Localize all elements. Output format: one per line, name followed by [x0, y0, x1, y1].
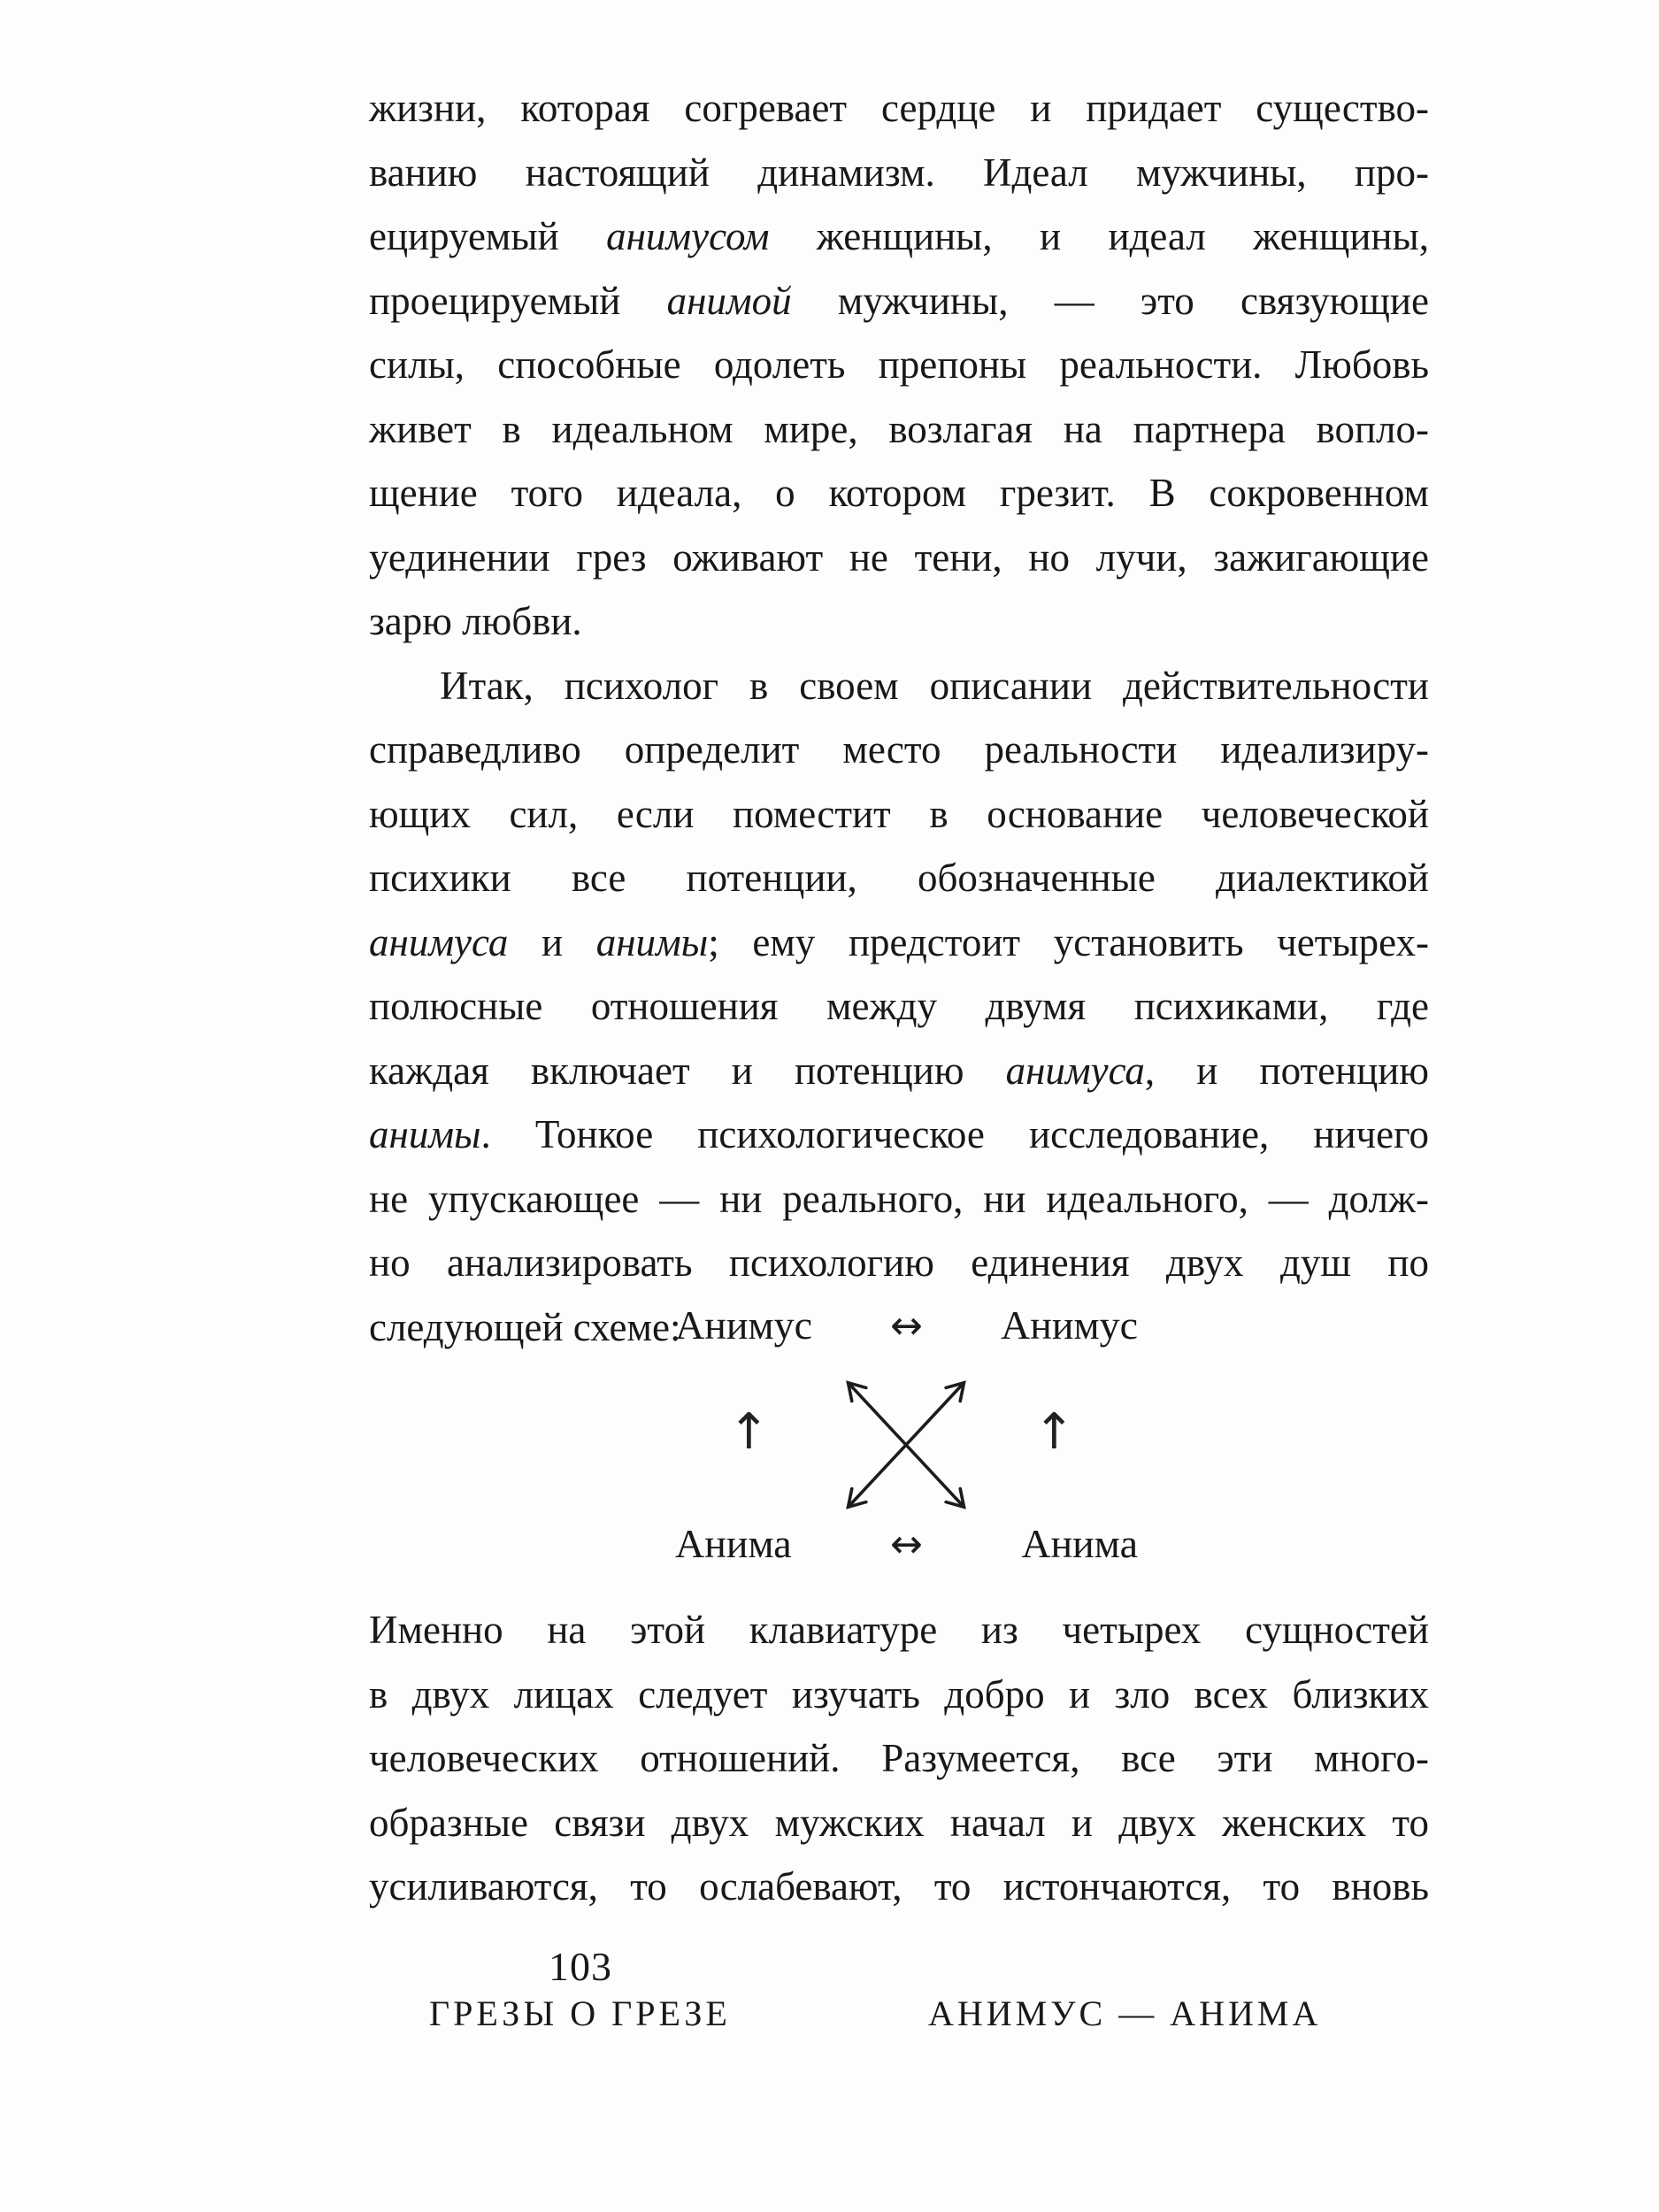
- page-body-text-continued: [369, 1598, 1429, 1919]
- animus-right-label: Анимус: [1001, 1302, 1138, 1348]
- text-line: ванию настоящий динамизм. Идеал мужчины, про-: [369, 150, 1429, 195]
- text-line: не упускающее — ни реального, ни идеального, — долж-: [369, 1176, 1429, 1221]
- text-line: ецируемый анимусом женщины, и идеал женщины,: [369, 214, 1429, 258]
- text-line: справедливо определит место реальности идеализиру-: [369, 727, 1429, 772]
- crossed-double-arrows-icon: [831, 1370, 981, 1520]
- left-right-arrow-icon: ↔: [890, 1303, 923, 1348]
- text-line: ющих сил, если поместит в основание человеческой: [369, 791, 1429, 836]
- diagram-top-row: [675, 1299, 1138, 1353]
- text-line: следующей схеме:: [369, 1304, 681, 1349]
- text-line: но анализировать психологию единения двух душ по: [369, 1240, 1429, 1285]
- text-line: психики все потенции, обозначенные диалектикой: [369, 856, 1429, 900]
- left-right-arrow-icon: ↔: [890, 1522, 923, 1567]
- page-number: 103: [549, 1944, 612, 1989]
- text-line: анимы. Тонкое психологическое исследование, ничего: [369, 1112, 1429, 1156]
- text-line: щение того идеала, о котором грезит. В сокровенном: [369, 471, 1429, 515]
- diagram-middle-row: [675, 1370, 1138, 1520]
- text-line: усиливаются, то ослабевают, то истончаются, то вновь: [369, 1864, 1429, 1909]
- text-line: анимуса и анимы; ему предстоит установить четырех-: [369, 919, 1429, 964]
- text-line: зарю любви.: [369, 599, 582, 643]
- text-line: каждая включает и потенцию анимуса, и потенцию: [369, 1048, 1429, 1093]
- text-line: жизни, которая согревает сердце и придает существо-: [369, 86, 1429, 130]
- text-line: образные связи двух мужских начал и двух женских то: [369, 1800, 1429, 1845]
- animus-left-label: Анимус: [675, 1302, 812, 1348]
- up-arrow-icon: ↑: [728, 1403, 770, 1461]
- text-line: Итак, психолог в своем описании действительности: [440, 663, 1429, 708]
- page-body-text: [369, 76, 1429, 1359]
- text-line: силы, способные одолеть препоны реальности. Любовь: [369, 342, 1429, 387]
- anima-left-label: Анима: [675, 1521, 792, 1566]
- running-title-book: ГРЕЗЫ О ГРЕЗЕ: [429, 1993, 731, 2033]
- animus-anima-diagram: [675, 1299, 1138, 1578]
- up-arrow-icon: ↑: [1033, 1403, 1075, 1461]
- anima-right-label: Анима: [1021, 1521, 1138, 1566]
- text-line: живет в идеальном мире, возлагая на партнера вопло-: [369, 406, 1429, 451]
- text-line: человеческих отношений. Разумеется, все эти много-: [369, 1736, 1429, 1780]
- running-title-chapter: АНИМУС — АНИМА: [928, 1993, 1322, 2033]
- text-line: проецируемый анимой мужчины, — это связующие: [369, 278, 1429, 323]
- text-line: уединении грез оживают не тени, но лучи, зажигающие: [369, 534, 1429, 580]
- diagram-bottom-row: [675, 1517, 1138, 1571]
- text-line: полюсные отношения между двумя психиками, где: [369, 984, 1429, 1028]
- text-line: в двух лицах следует изучать добро и зло всех близких: [369, 1671, 1429, 1717]
- text-line: Именно на этой клавиатуре из четырех сущностей: [369, 1608, 1429, 1652]
